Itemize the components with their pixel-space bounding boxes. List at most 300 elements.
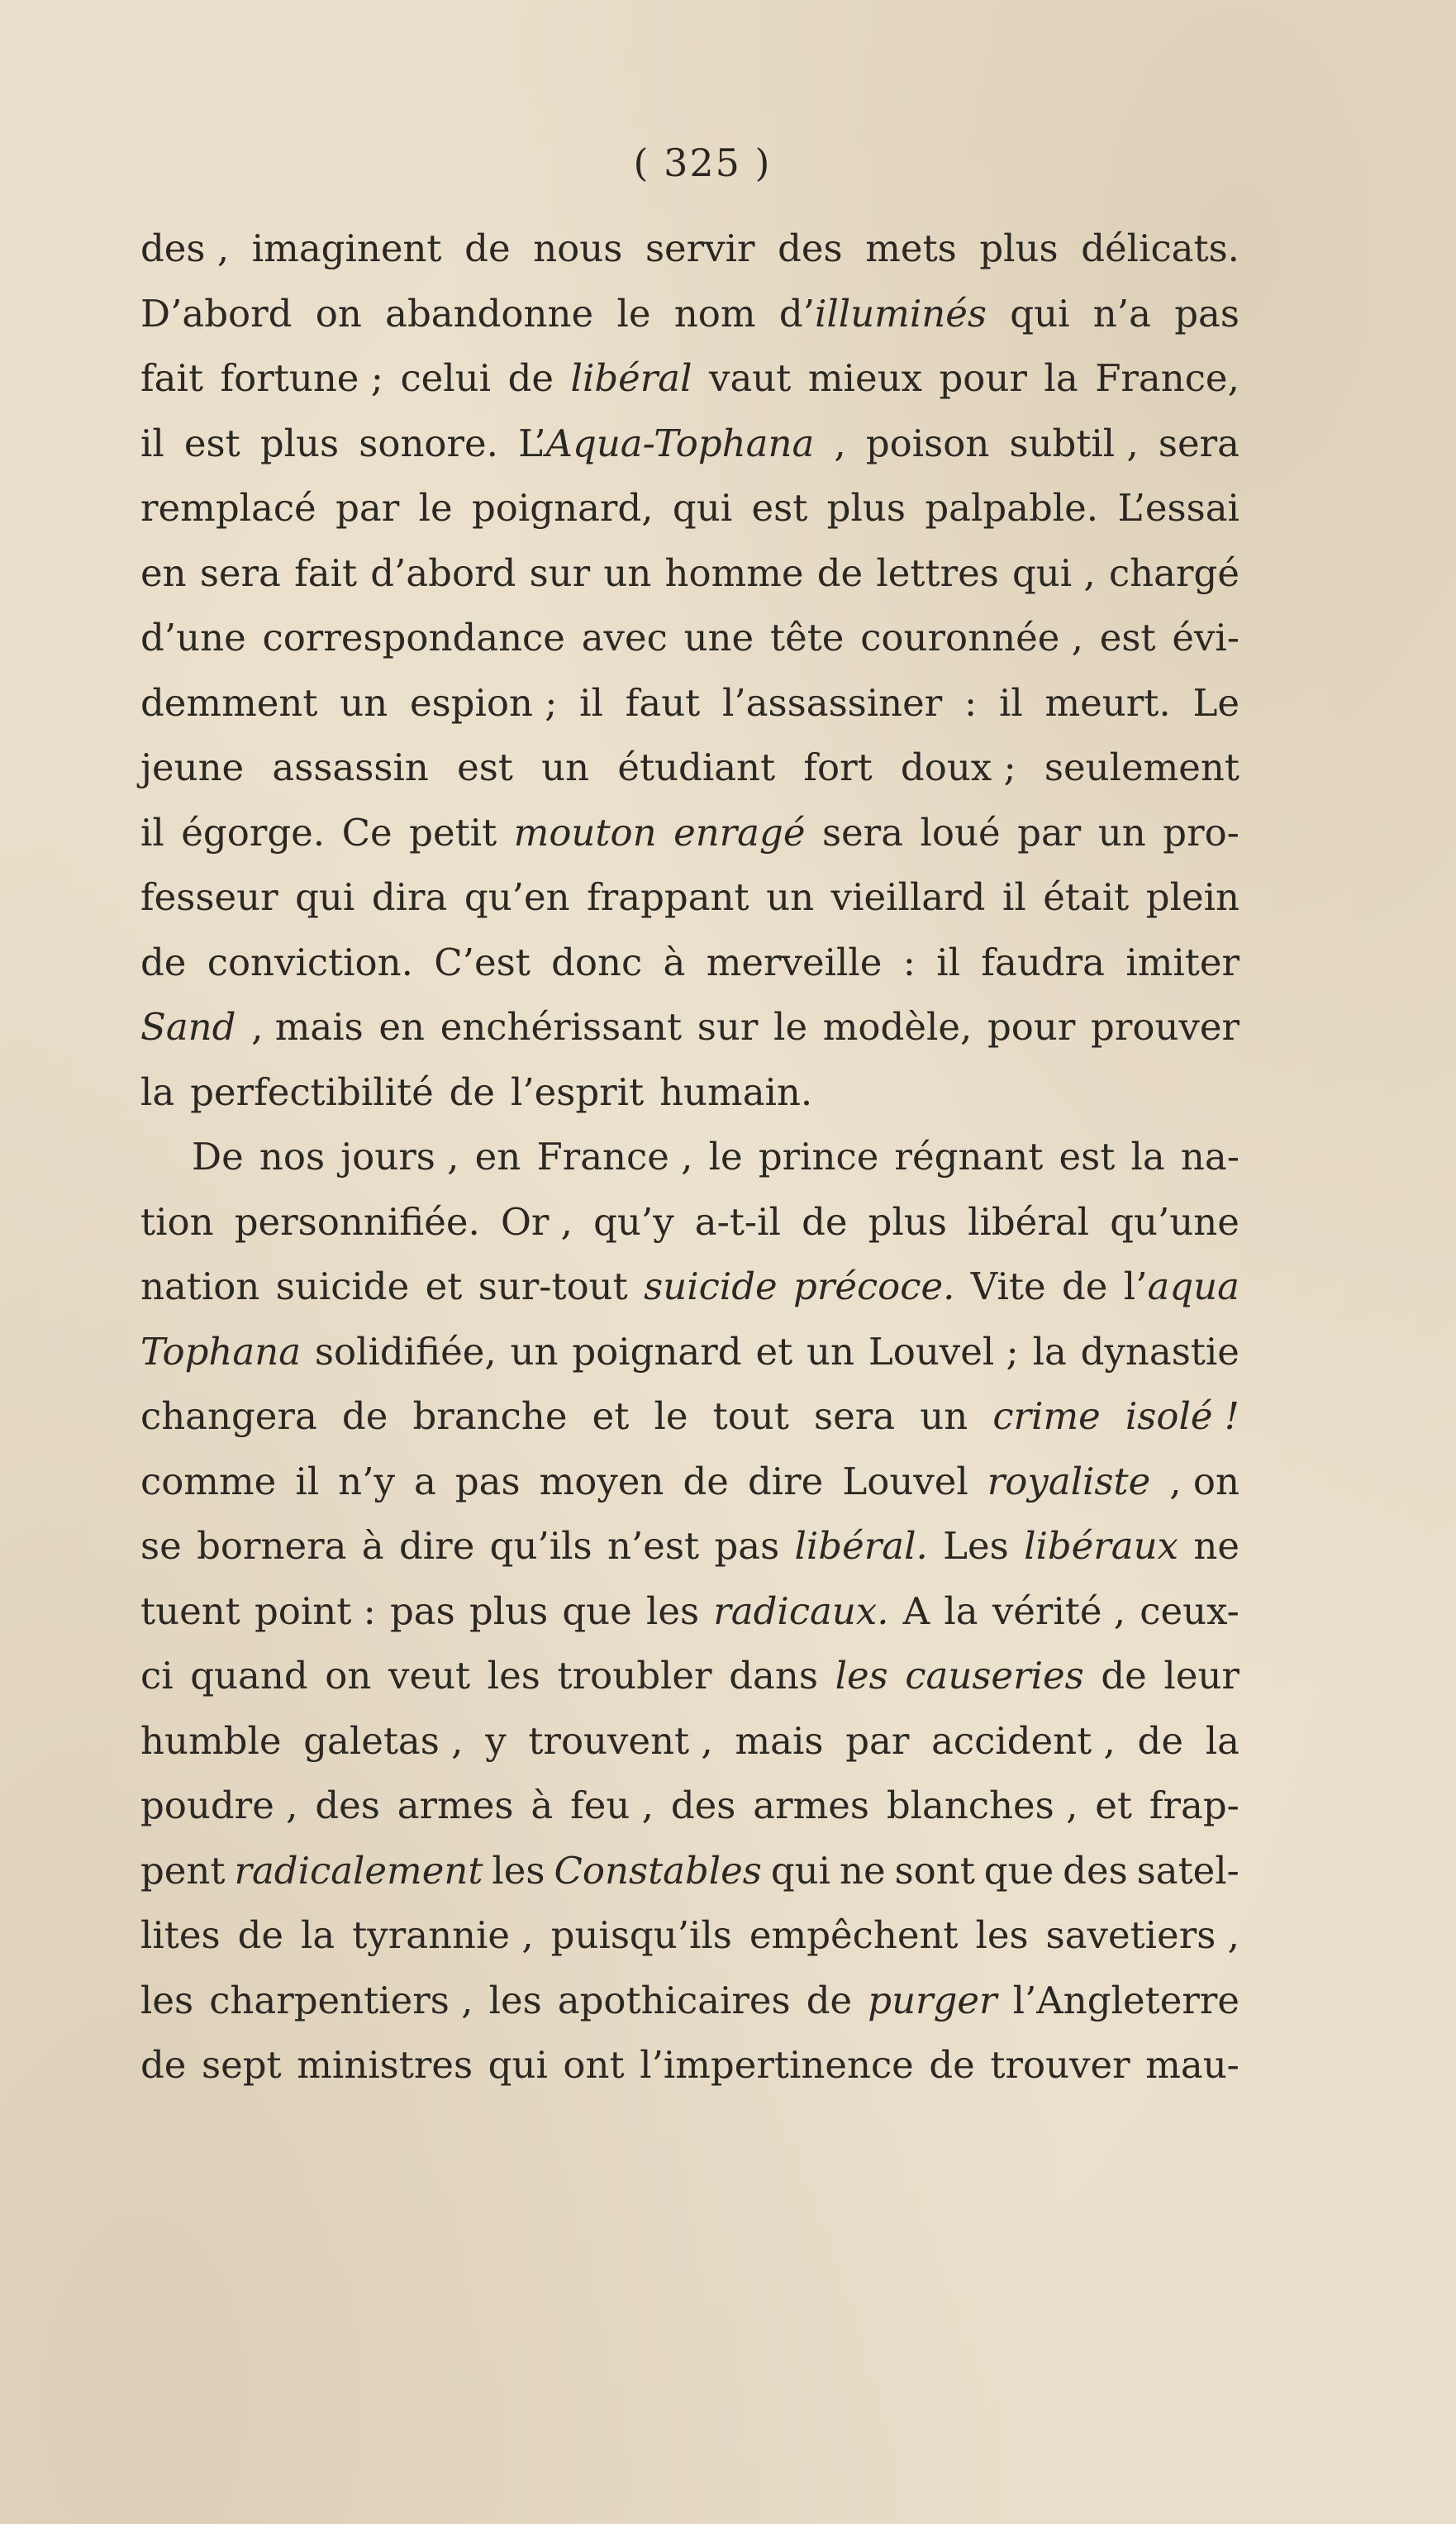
word: accident ,: [931, 1718, 1116, 1763]
word: est: [457, 745, 513, 789]
word: plus: [259, 421, 340, 465]
word: L’Aqua-Tophana: [518, 421, 815, 465]
word: la: [301, 1913, 335, 1957]
word: Louvel ;: [868, 1329, 1019, 1374]
text-line: [140, 801, 1240, 866]
word: par: [335, 486, 400, 530]
word: imiter: [1125, 940, 1240, 984]
word: dire: [398, 1524, 475, 1568]
word: et: [425, 1264, 463, 1308]
word: nation: [140, 1264, 260, 1308]
word: Or ,: [500, 1199, 573, 1244]
word: charpentiers ,: [209, 1978, 473, 2022]
word: la: [140, 1069, 175, 1114]
word: :: [902, 940, 916, 984]
word: qui ,: [1012, 550, 1096, 595]
word: de: [1137, 1718, 1183, 1763]
word: de: [1061, 1264, 1108, 1308]
word: trouver: [990, 2043, 1130, 2087]
word: l’aqua: [1123, 1264, 1240, 1308]
word: dans: [729, 1654, 818, 1698]
word: il: [936, 940, 961, 984]
word: des: [1063, 1848, 1128, 1893]
word: petit: [409, 810, 497, 855]
text-line: [140, 2033, 1240, 2098]
word: De: [192, 1135, 244, 1179]
word: l’Angleterre: [1012, 1978, 1240, 2022]
word: lettres: [876, 550, 999, 595]
text-line: [140, 476, 1240, 541]
word: enchérissant: [440, 1005, 683, 1049]
word: sera: [1158, 421, 1240, 465]
text-line: [140, 541, 1240, 607]
word: poison: [865, 421, 990, 465]
word: a: [413, 1459, 436, 1503]
word: C’est: [434, 940, 531, 984]
word: trouvent ,: [528, 1718, 713, 1763]
word: tout: [712, 1394, 789, 1438]
word: par: [1017, 810, 1082, 855]
word: nous: [533, 226, 623, 270]
word: jours ,: [340, 1135, 459, 1179]
word: un: [603, 550, 652, 595]
word: il: [295, 1459, 320, 1503]
word: n’est: [607, 1524, 700, 1568]
word: poignard,: [472, 486, 654, 530]
word: comme: [140, 1459, 277, 1503]
word: évi-: [1172, 616, 1240, 660]
word: Louvel: [842, 1459, 968, 1503]
word: de: [140, 940, 187, 984]
word: un: [920, 1394, 968, 1438]
word: dira: [371, 875, 448, 919]
word: égorge.: [181, 810, 326, 855]
word: des: [315, 1783, 380, 1827]
word: les: [488, 1978, 542, 2022]
word: frap-: [1149, 1783, 1240, 1827]
word: satel-: [1136, 1848, 1240, 1893]
word: plus: [826, 486, 906, 530]
word: dire: [747, 1459, 824, 1503]
word: est: [183, 421, 240, 465]
word: empêchent: [749, 1913, 959, 1957]
text-line: [140, 1060, 1240, 1126]
word: plus: [868, 1199, 947, 1244]
text-line: [140, 412, 1240, 477]
word: avec: [581, 616, 668, 660]
word: sur-tout: [478, 1264, 628, 1308]
word: fortune ;: [220, 356, 383, 400]
word: d’une: [140, 616, 246, 660]
text-line: [140, 736, 1240, 801]
word: remplacé: [140, 486, 316, 530]
word: enragé: [673, 810, 806, 855]
word: A: [902, 1588, 930, 1633]
word: celui: [400, 356, 492, 400]
text-line: [140, 1903, 1240, 1969]
word: sera: [821, 810, 904, 855]
word: imaginent: [251, 226, 442, 270]
word: assassin: [272, 745, 429, 789]
word: bornera: [197, 1524, 347, 1568]
word: on: [315, 291, 362, 336]
word: chargé: [1108, 550, 1240, 595]
word: lites: [140, 1913, 221, 1957]
word: poudre ,: [140, 1783, 298, 1827]
word: loué: [920, 810, 1001, 855]
word: de: [449, 1069, 496, 1114]
word: armes: [753, 1783, 869, 1827]
text-line: [140, 1644, 1240, 1709]
word: couronnée ,: [860, 616, 1083, 660]
word: régnant: [894, 1135, 1044, 1179]
text-line: [140, 606, 1240, 671]
word: servir: [645, 226, 755, 270]
word: subtil ,: [1009, 421, 1139, 465]
word: ministres: [297, 2043, 473, 2087]
word: plus: [979, 226, 1059, 270]
word: prince: [758, 1135, 879, 1179]
word: D’abord: [140, 291, 293, 336]
word: pour: [939, 356, 1027, 400]
word: leur: [1163, 1654, 1240, 1698]
word: des ,: [140, 226, 230, 270]
text-line: [140, 1709, 1240, 1774]
word: libéral: [968, 1199, 1090, 1244]
word: en: [474, 1135, 521, 1179]
word: tyrannie ,: [352, 1913, 534, 1957]
word: pas: [389, 1588, 455, 1633]
word: mau-: [1145, 2043, 1240, 2087]
word: est: [1099, 616, 1156, 660]
word: modèle,: [822, 1005, 973, 1049]
word: ,: [834, 421, 846, 465]
word: correspondance: [262, 616, 565, 660]
word: de: [816, 550, 864, 595]
word: seulement: [1044, 745, 1240, 789]
word: feu ,: [570, 1783, 654, 1827]
word: L’essai: [1117, 486, 1240, 530]
word: plein: [1145, 875, 1240, 919]
word: la: [1032, 1329, 1067, 1374]
word: espion ;: [409, 680, 558, 725]
word: :: [964, 680, 978, 725]
word: la: [1044, 356, 1078, 400]
word: branche: [412, 1394, 568, 1438]
word: fait: [294, 550, 358, 595]
word: palpable.: [925, 486, 1099, 530]
word: des: [670, 1783, 736, 1827]
word: la: [944, 1588, 978, 1633]
word: causeries: [905, 1654, 1084, 1698]
word: Constables: [554, 1848, 762, 1893]
word: pro-: [1163, 810, 1240, 855]
word: il: [140, 421, 164, 465]
word: tête: [769, 616, 845, 660]
word: et: [1095, 1783, 1132, 1827]
word: libéral: [570, 356, 692, 400]
word: la: [1130, 1135, 1165, 1179]
word: une: [683, 616, 754, 660]
word: quand: [190, 1654, 308, 1698]
word: précoce.: [793, 1264, 955, 1308]
word: dynastie: [1080, 1329, 1240, 1374]
word: Vite: [970, 1264, 1046, 1308]
word: sont: [894, 1848, 975, 1893]
word: pas: [1174, 291, 1240, 336]
word: mets: [865, 226, 957, 270]
text-line: [140, 1514, 1240, 1579]
word: sonore.: [359, 421, 498, 465]
word: n’y: [338, 1459, 395, 1503]
word: France ,: [536, 1135, 693, 1179]
word: ont: [563, 2043, 625, 2087]
word: qui: [1010, 291, 1070, 336]
word: l’impertinence: [640, 2043, 914, 2087]
word: tuent: [140, 1588, 240, 1633]
word: les: [975, 1913, 1029, 1957]
word: par: [845, 1718, 910, 1763]
word: nom: [673, 291, 756, 336]
word: sept: [202, 2043, 282, 2087]
word: se: [140, 1524, 182, 1568]
word: qu’ils: [489, 1524, 592, 1568]
word: pent: [140, 1848, 226, 1893]
word: l’esprit: [510, 1069, 645, 1114]
word: ci: [140, 1654, 174, 1698]
word: apothicaires: [557, 1978, 791, 2022]
word: point :: [254, 1588, 376, 1633]
text-line: [140, 1255, 1240, 1320]
text-line: [140, 1125, 1240, 1190]
word: , mais: [251, 1005, 364, 1049]
word: pas: [714, 1524, 780, 1568]
text-line: [140, 995, 1240, 1060]
page-number: ( 325 ): [633, 140, 772, 185]
word: un: [510, 1329, 559, 1374]
word: qui: [488, 2043, 548, 2087]
text-line: [140, 217, 1240, 282]
text-line: [140, 1969, 1240, 2034]
word: libéraux: [1024, 1524, 1178, 1568]
word: de: [464, 226, 511, 270]
word: de: [683, 1459, 729, 1503]
word: sur: [529, 550, 591, 595]
word: suicide: [644, 1264, 778, 1308]
body-text: [140, 217, 1240, 2098]
word: un: [1097, 810, 1146, 855]
text-line: [140, 1320, 1240, 1385]
word: de: [929, 2043, 975, 2087]
word: changera: [140, 1394, 317, 1438]
word: prouver: [1091, 1005, 1240, 1049]
word: un: [807, 1329, 854, 1374]
text-line: [140, 346, 1240, 412]
word: un: [766, 875, 815, 919]
word: le: [616, 291, 651, 336]
word: qui: [770, 1848, 831, 1893]
word: de: [507, 356, 554, 400]
word: faudra: [981, 940, 1105, 984]
text-line: [140, 1190, 1240, 1255]
word: la: [1205, 1718, 1240, 1763]
word: donc: [551, 940, 643, 984]
word: de: [237, 1913, 284, 1957]
word: il: [140, 810, 164, 855]
word: les: [140, 1978, 194, 2022]
text-line: [140, 282, 1240, 347]
word: armes: [397, 1783, 514, 1827]
word: de: [806, 1978, 853, 2022]
word: vaut: [709, 356, 792, 400]
text-line: [140, 1384, 1240, 1450]
word: purger: [868, 1978, 997, 2022]
word: sera: [814, 1394, 896, 1438]
word: libéral.: [794, 1524, 928, 1568]
word: faut: [625, 680, 701, 725]
word: l’assassiner: [722, 680, 943, 725]
text-line: [140, 865, 1240, 931]
word: les: [492, 1848, 545, 1893]
word: qui: [672, 486, 733, 530]
word: à: [531, 1783, 554, 1827]
word: n’a: [1092, 291, 1151, 336]
word: radicaux.: [713, 1588, 889, 1633]
word: d’abord: [370, 550, 516, 595]
word: les: [645, 1588, 700, 1633]
word: et: [755, 1329, 793, 1374]
word: personnifiée.: [234, 1199, 480, 1244]
text-line: [140, 1579, 1240, 1645]
word: suicide: [275, 1264, 410, 1308]
word: ne: [1193, 1524, 1240, 1568]
word: Sand: [140, 1005, 236, 1049]
word: sur: [697, 1005, 759, 1049]
word: radicalement: [234, 1848, 483, 1893]
word: on: [325, 1654, 372, 1698]
word: les: [487, 1654, 540, 1698]
word: humain.: [659, 1069, 813, 1114]
word: étudiant: [617, 745, 776, 789]
word: blanches ,: [886, 1783, 1078, 1827]
word: les: [835, 1654, 888, 1698]
word: le: [773, 1005, 808, 1049]
word: galetas ,: [303, 1718, 464, 1763]
word: demment: [140, 680, 318, 725]
word: que: [562, 1588, 632, 1633]
word: qu’une: [1110, 1199, 1240, 1244]
word: ne: [840, 1848, 886, 1893]
word: isolé !: [1125, 1394, 1240, 1438]
word: pas: [454, 1459, 521, 1503]
word: le: [418, 486, 453, 530]
word: est: [751, 486, 808, 530]
word: moyen: [539, 1459, 664, 1503]
word: d’illuminés: [778, 291, 987, 336]
word: il: [998, 680, 1023, 725]
text-line: [140, 1774, 1240, 1839]
word: Les: [943, 1524, 1009, 1568]
word: humble: [140, 1718, 282, 1763]
word: y: [485, 1718, 507, 1763]
word: na-: [1180, 1135, 1240, 1179]
word: Tophana: [140, 1329, 302, 1374]
word: il: [1002, 875, 1026, 919]
word: , on: [1169, 1459, 1240, 1503]
word: doux ;: [900, 745, 1016, 789]
word: savetiers ,: [1045, 1913, 1240, 1957]
word: conviction.: [207, 940, 413, 984]
word: vérité ,: [992, 1588, 1126, 1633]
word: en: [378, 1005, 426, 1049]
word: poignard: [572, 1329, 742, 1374]
word: qui: [295, 875, 355, 919]
word: qu’en: [464, 875, 570, 919]
text-line: [140, 1450, 1240, 1515]
word: sera: [199, 550, 281, 595]
word: troubler: [557, 1654, 712, 1698]
text-line: [140, 1839, 1240, 1904]
word: meurt.: [1044, 680, 1171, 725]
word: veut: [388, 1654, 471, 1698]
word: que: [983, 1848, 1054, 1893]
word: était: [1043, 875, 1130, 919]
text-line: [140, 931, 1240, 996]
word: merveille: [706, 940, 883, 984]
word: est: [1059, 1135, 1116, 1179]
word: de: [140, 2043, 187, 2087]
word: il: [579, 680, 603, 725]
word: tion: [140, 1199, 214, 1244]
word: de: [802, 1199, 848, 1244]
word: fort: [803, 745, 873, 789]
word: royaliste: [987, 1459, 1151, 1503]
word: mieux: [807, 356, 922, 400]
word: de: [341, 1394, 388, 1438]
word: puisqu’ils: [550, 1913, 732, 1957]
word: jeune: [140, 745, 245, 789]
word: vieillard: [830, 875, 986, 919]
word: et: [592, 1394, 630, 1438]
word: abandonne: [385, 291, 594, 336]
word: de: [1101, 1654, 1147, 1698]
word: mouton: [513, 810, 657, 855]
word: ceux-: [1140, 1588, 1240, 1633]
word: délicats.: [1081, 226, 1240, 270]
word: crime: [992, 1394, 1101, 1438]
word: le: [654, 1394, 688, 1438]
word: homme: [664, 550, 804, 595]
word: un: [340, 680, 388, 725]
word: qu’y: [593, 1199, 674, 1244]
word: pour: [987, 1005, 1076, 1049]
word: frappant: [587, 875, 749, 919]
word: plus: [469, 1588, 549, 1633]
word: à: [663, 940, 686, 984]
word: fesseur: [140, 875, 278, 919]
word: France,: [1095, 356, 1240, 400]
word: un: [541, 745, 590, 789]
word: fait: [140, 356, 203, 400]
word: des: [778, 226, 843, 270]
word: en: [140, 550, 187, 595]
word: mais: [735, 1718, 824, 1763]
word: solidifiée,: [314, 1329, 497, 1374]
word: à: [361, 1524, 384, 1568]
text-line: [140, 671, 1240, 736]
word: le: [708, 1135, 743, 1179]
word: Le: [1192, 680, 1240, 725]
